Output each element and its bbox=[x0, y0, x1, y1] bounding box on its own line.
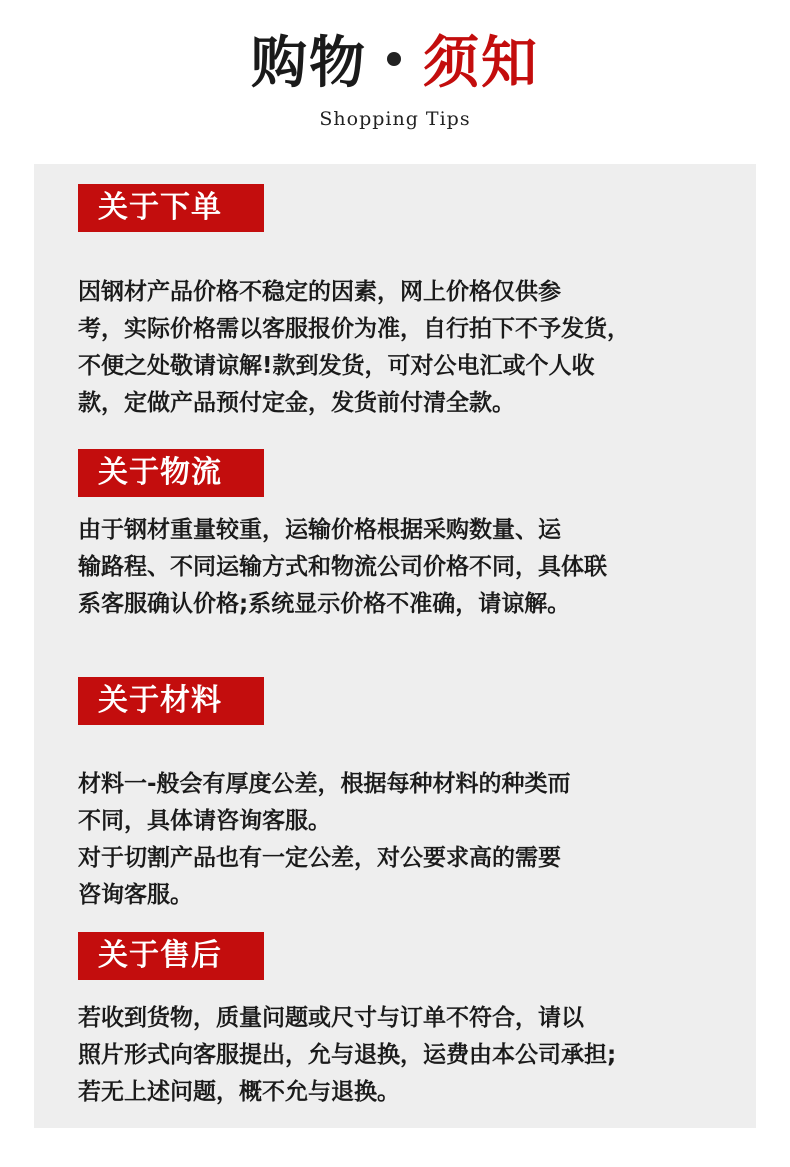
page-header bbox=[0, 0, 790, 164]
page-subtitle: Shopping Tips bbox=[319, 108, 471, 130]
section-line: 材料一-般会有厚度公差，根据每种材料的种类而 bbox=[78, 771, 571, 797]
section-line: 由于钢材重量较重，运输价格根据采购数量、运 bbox=[78, 517, 561, 543]
section-line: 照片形式向客服提出，允与退换，运费由本公司承担; bbox=[78, 1042, 617, 1068]
title-red-part: 须知 bbox=[423, 30, 539, 96]
section-line: 对于切割产品也有一定公差，对公要求高的需要 bbox=[78, 845, 561, 871]
section-body-logistics bbox=[78, 512, 738, 623]
section-heading-ordering: 关于下单 bbox=[78, 184, 264, 232]
section-heading-after-sales: 关于售后 bbox=[78, 932, 264, 980]
section-line: 考，实际价格需以客服报价为准，自行拍下不予发货， bbox=[78, 316, 630, 342]
section-line: 因钢材产品价格不稳定的因素，网上价格仅供参 bbox=[78, 279, 561, 305]
section-line: 咨询客服。 bbox=[78, 882, 193, 908]
section-body-after-sales bbox=[78, 1000, 738, 1111]
section-body-materials bbox=[78, 766, 738, 914]
section-line: 若收到货物，质量问题或尺寸与订单不符合，请以 bbox=[78, 1005, 584, 1031]
section-line: 系客服确认价格;系统显示价格不准确，请谅解。 bbox=[78, 591, 571, 617]
title-separator-dot bbox=[387, 52, 401, 66]
section-line: 不便之处敬请谅解!款到发货，可对公电汇或个人收 bbox=[78, 353, 595, 379]
section-line: 输路程、不同运输方式和物流公司价格不同，具体联 bbox=[78, 554, 607, 580]
title-black-part: 购物 bbox=[251, 30, 367, 96]
section-heading-materials: 关于材料 bbox=[78, 677, 264, 725]
tips-panel bbox=[34, 164, 756, 1128]
section-line: 不同，具体请咨询客服。 bbox=[78, 808, 331, 834]
section-line: 若无上述问题，概不允与退换。 bbox=[78, 1079, 400, 1105]
page-title bbox=[0, 28, 790, 98]
section-line: 款，定做产品预付定金，发货前付清全款。 bbox=[78, 390, 515, 416]
section-heading-logistics: 关于物流 bbox=[78, 449, 264, 497]
section-body-ordering bbox=[78, 274, 738, 422]
